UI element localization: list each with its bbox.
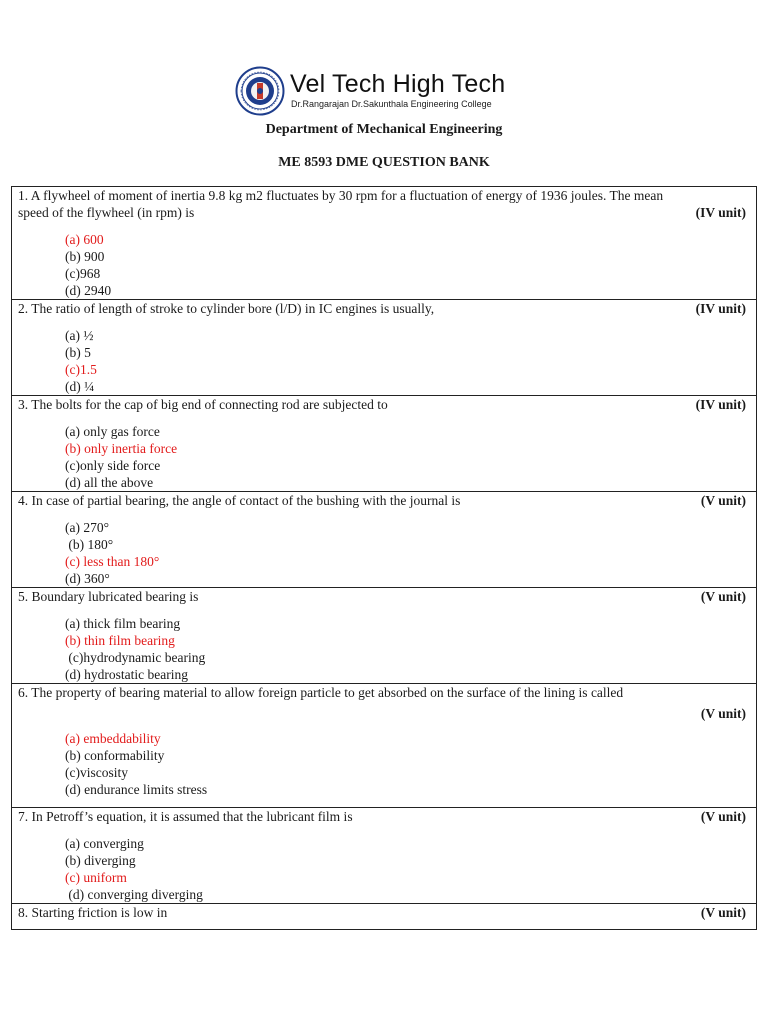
logo-title: Vel Tech High Tech xyxy=(290,70,506,98)
question-line xyxy=(18,808,746,825)
option: (a) converging xyxy=(65,836,144,851)
question-text: 6. The property of bearing material to allow foreign particle to get absorbed on the surface of the lining is called xyxy=(18,685,624,700)
question-cell xyxy=(12,684,757,808)
question-row xyxy=(12,684,757,808)
option: (d) ¼ xyxy=(65,379,95,394)
question-row xyxy=(12,300,757,396)
option: (d) converging diverging xyxy=(65,887,203,902)
unit-label: (V unit) xyxy=(700,809,746,824)
question-row xyxy=(12,588,757,684)
question-line xyxy=(18,492,746,509)
question-text: 2. The ratio of length of stroke to cylinder bore (l/D) in IC engines is usually, xyxy=(18,301,435,316)
question-line xyxy=(18,904,746,921)
unit-label: (IV unit) xyxy=(695,205,746,220)
option: (c)968 xyxy=(65,266,101,281)
options-list xyxy=(18,615,746,683)
option: (a) ½ xyxy=(65,328,94,343)
options-list xyxy=(18,327,746,395)
question-table xyxy=(11,186,757,930)
option: (c)viscosity xyxy=(65,765,128,780)
unit-label: (V unit) xyxy=(700,589,746,604)
question-row xyxy=(12,187,757,300)
department-heading: Department of Mechanical Engineering xyxy=(265,122,503,137)
option: (b) 180° xyxy=(65,537,114,552)
options-list xyxy=(18,231,746,299)
question-line xyxy=(18,300,746,317)
unit-label: (IV unit) xyxy=(695,301,746,316)
options-list xyxy=(18,835,746,903)
answer-option: (a) embeddability xyxy=(65,731,161,746)
answer-option: (c) less than 180° xyxy=(65,554,160,569)
question-text: 3. The bolts for the cap of big end of connecting rod are subjected to xyxy=(18,397,388,412)
question-cell xyxy=(12,492,757,588)
unit-label: (V unit) xyxy=(700,905,746,920)
option: (d) all the above xyxy=(65,475,154,490)
question-cell xyxy=(12,396,757,492)
question-line xyxy=(18,588,746,605)
question-bank-title: ME 8593 DME QUESTION BANK xyxy=(278,155,490,170)
options-list xyxy=(18,423,746,491)
college-logo xyxy=(235,66,555,118)
option: (a) only gas force xyxy=(65,424,160,439)
college-emblem-icon xyxy=(235,66,285,116)
option: (a) thick film bearing xyxy=(65,616,181,631)
question-text: 4. In case of partial bearing, the angle of contact of the bushing with the journal is xyxy=(18,493,461,508)
option: (c)only side force xyxy=(65,458,161,473)
question-row xyxy=(12,904,757,930)
unit-label: (V unit) xyxy=(700,493,746,508)
question-row xyxy=(12,492,757,588)
answer-option: (b) only inertia force xyxy=(65,441,178,456)
question-cell xyxy=(12,808,757,904)
question-cell xyxy=(12,300,757,396)
question-text: 7. In Petroff’s equation, it is assumed that the lubricant film is xyxy=(18,809,353,824)
question-cell xyxy=(12,187,757,300)
option: (b) conformability xyxy=(65,748,165,763)
option: (b) 900 xyxy=(65,249,105,264)
question-text: 5. Boundary lubricated bearing is xyxy=(18,589,199,604)
option: (d) 2940 xyxy=(65,283,112,298)
answer-option: (c) uniform xyxy=(65,870,127,885)
unit-label: (IV unit) xyxy=(695,397,746,412)
option: (d) hydrostatic bearing xyxy=(65,667,188,682)
option: (a) 270° xyxy=(65,520,110,535)
question-cell xyxy=(12,588,757,684)
option: (d) 360° xyxy=(65,571,110,586)
options-list xyxy=(18,730,746,798)
logo-subtitle: Dr.Rangarajan Dr.Sakunthala Engineering College xyxy=(291,99,492,109)
option: (b) 5 xyxy=(65,345,91,360)
question-row xyxy=(12,396,757,492)
question-line xyxy=(18,187,746,221)
question-text: 1. A flywheel of moment of inertia 9.8 kg m2 fluctuates by 30 rpm for a fluctuation of energy of 1936 joules. The mean speed of the flywheel (in rpm) is xyxy=(18,188,664,220)
answer-option: (b) thin film bearing xyxy=(65,633,175,648)
options-list xyxy=(18,519,746,587)
option: (d) endurance limits stress xyxy=(65,782,208,797)
answer-option: (a) 600 xyxy=(65,232,104,247)
question-line xyxy=(18,396,746,413)
question-row xyxy=(12,808,757,904)
option: (c)hydrodynamic bearing xyxy=(65,650,206,665)
unit-label: (V unit) xyxy=(700,706,746,721)
question-text: 8. Starting friction is low in xyxy=(18,905,168,920)
question-cell xyxy=(12,904,757,930)
answer-option: (c)1.5 xyxy=(65,362,97,377)
option: (b) diverging xyxy=(65,853,136,868)
